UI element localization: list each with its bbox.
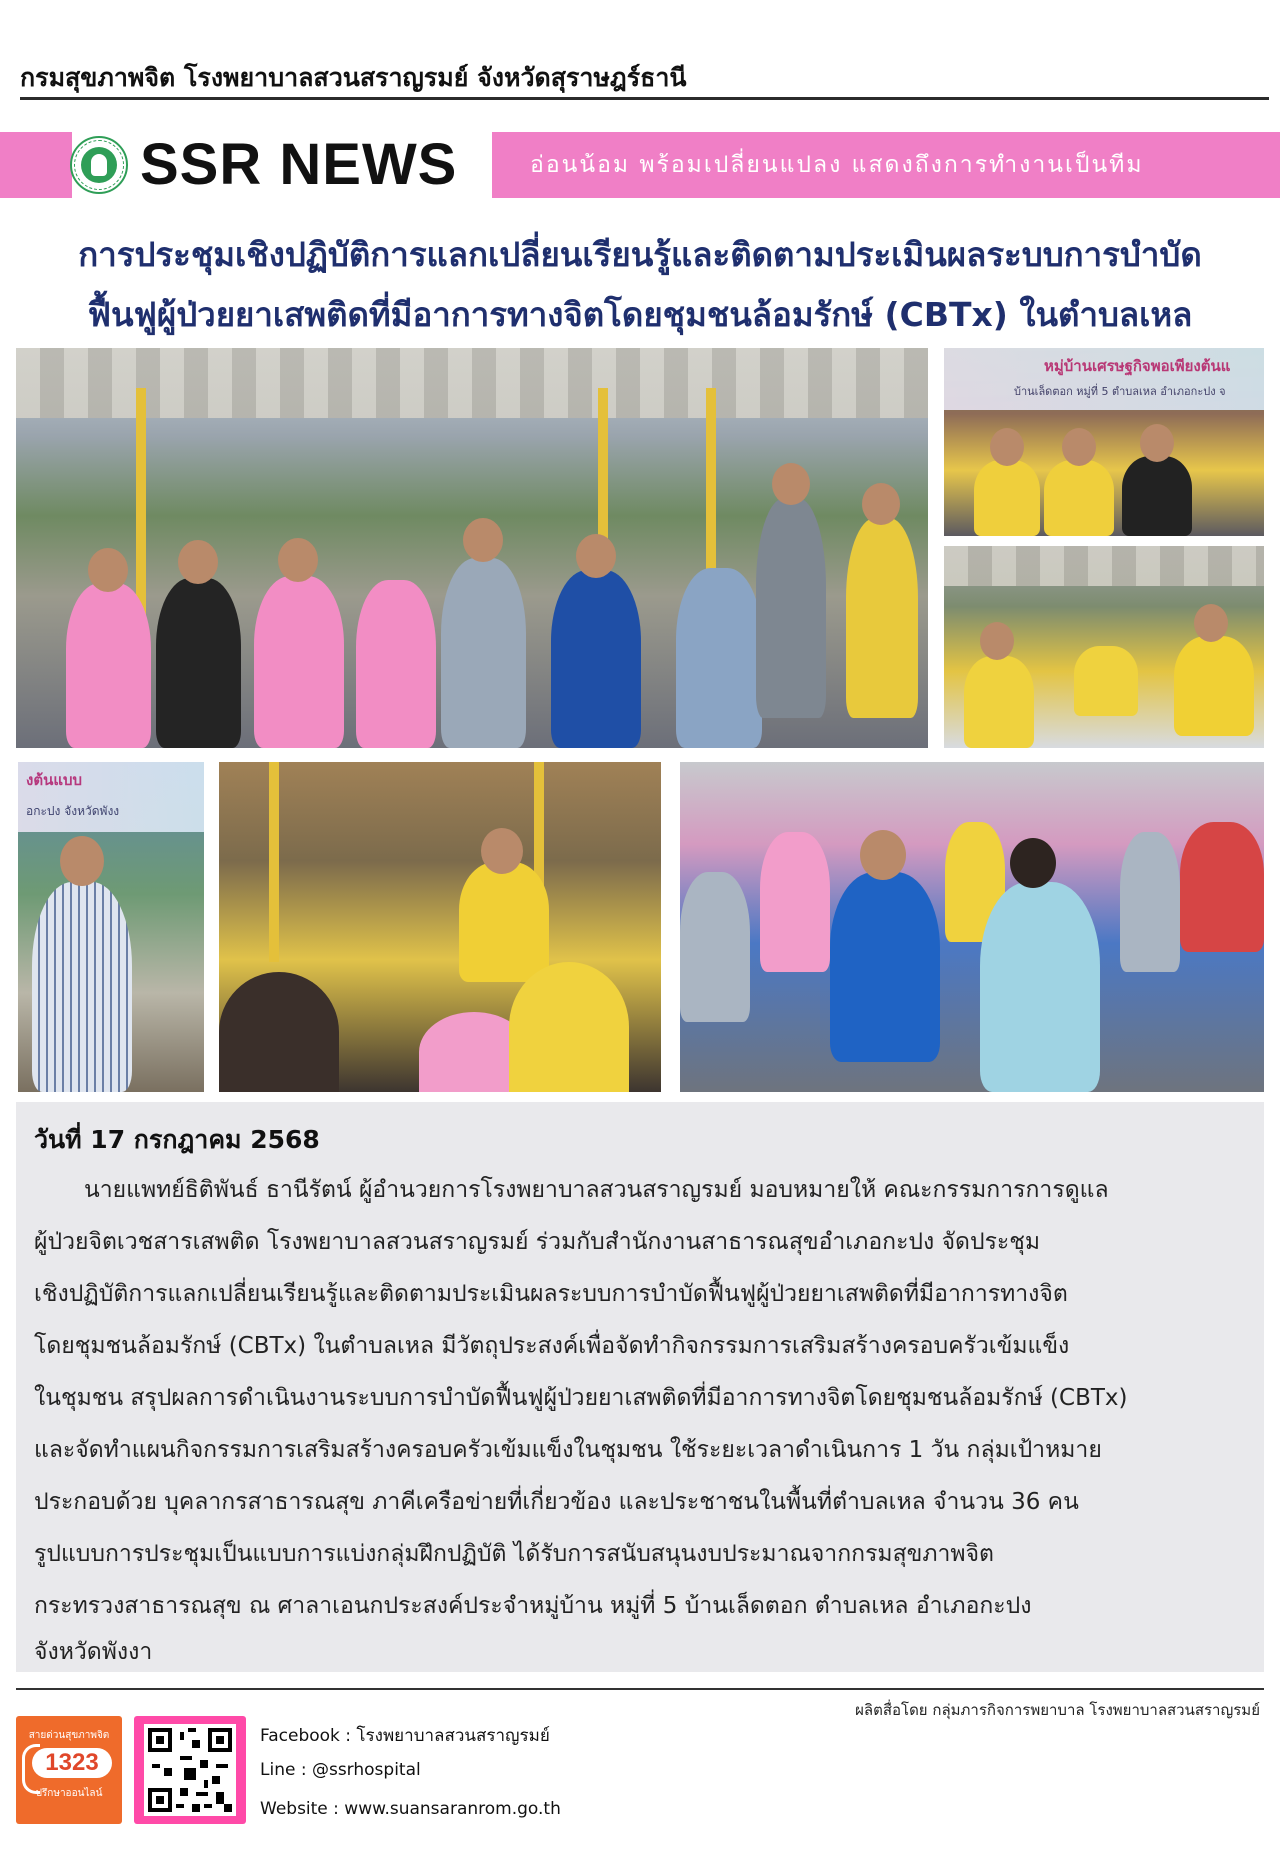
photo-person-head: [178, 540, 218, 584]
photo-person-head: [1140, 424, 1174, 462]
photo-person-head: [60, 836, 104, 886]
photo-top-right-1: [944, 348, 1264, 536]
photo-person: [1074, 646, 1138, 716]
photo-bottom-right-group: [680, 762, 1264, 1092]
qr-code-pattern: [144, 1724, 236, 1816]
photo-person: [66, 583, 151, 748]
photo-person: [756, 498, 826, 718]
photo-person: [509, 962, 629, 1092]
photo-person: [459, 862, 549, 982]
article-line: ในชุมชน สรุปผลการดำเนินงานระบบการบำบัดฟื้นฟูผู้ป่วยยาเสพติดที่มีอาการทางจิตโดยชุมชนล้อมรักษ์ (CBTx): [34, 1385, 1128, 1411]
department-logo-icon: [70, 136, 128, 194]
banner-left-stripe: [0, 132, 72, 198]
photo-person: [680, 872, 750, 1022]
logo-emblem: [81, 147, 117, 183]
hotline-number: 1323: [32, 1748, 112, 1778]
photo-person: [1180, 822, 1264, 952]
photo-person-head: [1062, 428, 1096, 466]
photo-person-head: [980, 622, 1014, 660]
photo-person: [964, 656, 1034, 748]
photo-pole: [269, 762, 279, 962]
photo-top-right-2: [944, 546, 1264, 748]
photo-person-head: [481, 828, 523, 874]
photo-person: [760, 832, 830, 972]
photo-person-head: [990, 428, 1024, 466]
article-line: จังหวัดพังงา: [34, 1639, 153, 1665]
photo-person-head: [862, 483, 900, 525]
article-line: รูปแบบการประชุมเป็นแบบการแบ่งกลุ่มฝึกปฏิบัติ ได้รับการสนับสนุนงบประมาณจากกรมสุขภาพจิต: [34, 1541, 994, 1567]
photo-roof: [16, 348, 928, 418]
photo-person: [980, 882, 1100, 1092]
qr-code-icon: [144, 1724, 236, 1816]
photo-person-head: [576, 534, 616, 578]
photo-person-head: [772, 463, 810, 505]
photo-roof: [944, 546, 1264, 586]
photo-person-head: [88, 548, 128, 592]
photo-banner-sign: [18, 762, 204, 832]
photo-main-group: [16, 348, 928, 748]
photo-person: [1044, 460, 1114, 536]
photo-person: [219, 972, 339, 1092]
article-line: และจัดทำแผนกิจกรรมการเสริมสร้างครอบครัวเข้มแข็งในชุมชน ใช้ระยะเวลาดำเนินการ 1 วัน กลุ่มเป้าหมาย: [34, 1437, 1102, 1463]
qr-code-frame[interactable]: [134, 1716, 246, 1824]
photo-sign-text: หมู่บ้านเศรษฐกิจพอเพียงต้นแ: [1044, 357, 1231, 375]
photo-person: [1122, 456, 1192, 536]
photo-person: [846, 518, 918, 718]
hotline-badge[interactable]: [16, 1716, 122, 1824]
article-line: โดยชุมชนล้อมรักษ์ (CBTx) ในตำบลเหล มีวัตถุประสงค์เพื่อจัดทำกิจกรรมการเสริมสร้างครอบครัวเข้มแข็ง: [34, 1333, 1070, 1359]
article-body: [16, 1102, 1264, 1672]
photo-person: [551, 570, 641, 748]
website-link[interactable]: Website : www.suansaranrom.go.th: [260, 1799, 561, 1819]
article-line: นายแพทย์ธิติพันธ์ ธานีรัตน์ ผู้อำนวยการโรงพยาบาลสวนสราญรมย์ มอบหมายให้ คณะกรรมการการดูแล: [84, 1177, 1109, 1203]
organization-header: กรมสุขภาพจิต โรงพยาบาลสวนสราญรมย์ จังหวัดสุราษฎร์ธานี: [20, 63, 687, 92]
header-divider: [20, 97, 1269, 100]
photo-person-head: [278, 538, 318, 582]
photo-person: [676, 568, 762, 748]
line-link[interactable]: Line : @ssrhospital: [260, 1760, 421, 1780]
producer-credit: ผลิตสื่อโดย กลุ่มภารกิจการพยาบาล โรงพยาบาลสวนสราญรมย์: [855, 1701, 1260, 1719]
logo-figure: [91, 154, 107, 176]
article-line: ผู้ป่วยจิตเวชสารเสพติด โรงพยาบาลสวนสราญรมย์ ร่วมกับสำนักงานสาธารณสุขอำเภอกะปง จัดประชุม: [34, 1229, 1041, 1255]
hotline-label: สายด่วนสุขภาพจิต: [28, 1730, 110, 1741]
photo-bottom-left-1: [18, 762, 204, 1092]
banner-slogan: อ่อนน้อม พร้อมเปลี่ยนแปลง แสดงถึงการทำงานเป็นทีม: [530, 152, 1144, 178]
photo-sign-subtext: อกะปง จังหวัดพังง: [26, 804, 120, 818]
photo-person: [1120, 832, 1180, 972]
news-banner: [0, 132, 1280, 198]
photo-bottom-left-2: [219, 762, 661, 1092]
article-date: วันที่ 17 กรกฎาคม 2568: [34, 1125, 320, 1154]
photo-person: [356, 580, 436, 748]
photo-person: [830, 872, 940, 1062]
banner-title: SSR NEWS: [140, 132, 458, 197]
footer-divider: [16, 1688, 1264, 1690]
photo-banner-sign: [944, 348, 1264, 410]
article-line: ประกอบด้วย บุคลากรสาธารณสุข ภาคีเครือข่ายที่เกี่ยวข้อง และประชาชนในพื้นที่ตำบลเหล จำนวน 36 คน: [34, 1489, 1079, 1515]
photo-sign-text: งต้นแบบ: [26, 771, 83, 789]
photo-person-head: [463, 518, 503, 562]
photo-sign-subtext: บ้านเล็ดตอก หมู่ที่ 5 ตำบลเหล อำเภอกะปง จ: [1014, 385, 1226, 398]
photo-person: [974, 460, 1040, 536]
banner-slogan-bar: [492, 132, 1280, 198]
photo-person: [1174, 636, 1254, 736]
photo-person-head: [1194, 604, 1228, 642]
headline-line-2: ฟื้นฟูผู้ป่วยยาเสพติดที่มีอาการทางจิตโดยชุมชนล้อมรักษ์ (CBTx) ในตำบลเหล: [87, 295, 1193, 334]
facebook-link[interactable]: Facebook : โรงพยาบาลสวนสราญรมย์: [260, 1726, 550, 1746]
photo-person-head: [860, 830, 906, 880]
article-line: เชิงปฏิบัติการแลกเปลี่ยนเรียนรู้และติดตามประเมินผลระบบการบำบัดฟื้นฟูผู้ป่วยยาเสพติดที่มีอาการทางจิต: [34, 1281, 1068, 1307]
photo-person: [254, 576, 344, 748]
photo-person: [156, 578, 241, 748]
photo-person: [32, 882, 132, 1092]
photo-person-head: [1010, 838, 1056, 888]
hotline-sub-label: ปรึกษาออนไลน์: [35, 1788, 103, 1799]
photo-person: [441, 558, 526, 748]
article-line: กระทรวงสาธารณสุข ณ ศาลาเอนกประสงค์ประจำหมู่บ้าน หมู่ที่ 5 บ้านเล็ดตอก ตำบลเหล อำเภอกะปง: [34, 1593, 1032, 1619]
headline-line-1: การประชุมเชิงปฏิบัติการแลกเปลี่ยนเรียนรู้และติดตามประเมินผลระบบการบำบัด: [78, 235, 1202, 274]
